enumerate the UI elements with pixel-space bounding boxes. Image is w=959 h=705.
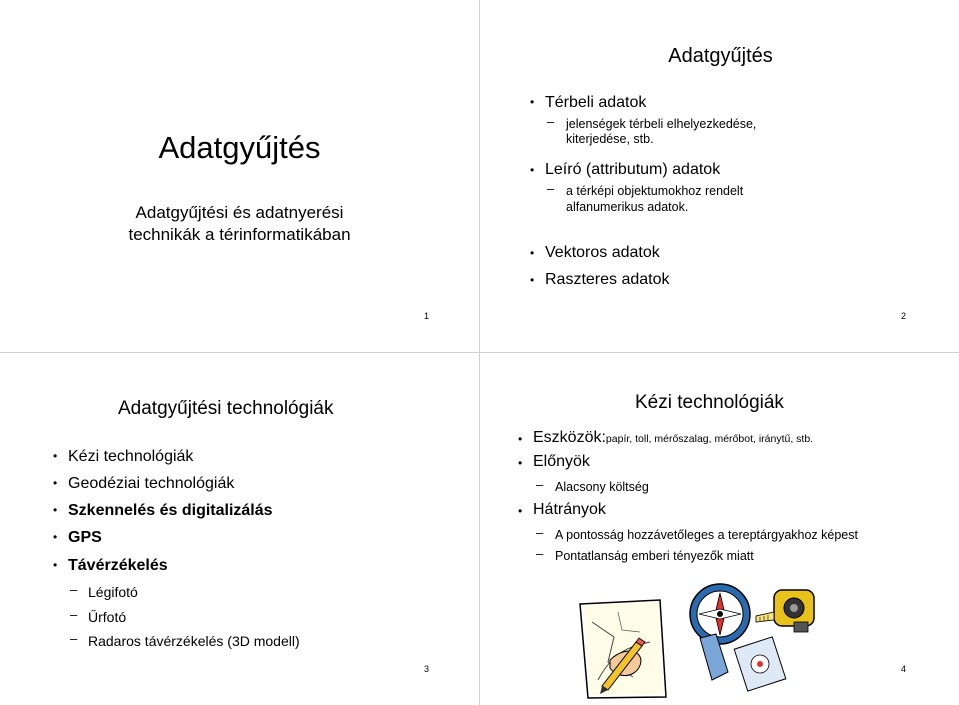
slide-4-item-2-sub: Alacsony költség	[555, 480, 649, 494]
dash-icon: –	[547, 181, 555, 196]
bullet-icon: •	[53, 476, 58, 490]
slide-3-item-4: GPS	[68, 529, 102, 546]
dash-icon: –	[70, 607, 78, 622]
slide-4-item-3: Hátrányok	[533, 501, 606, 518]
dash-icon: –	[536, 477, 544, 492]
slide-2-title-text: Adatgyűjtés	[668, 45, 773, 67]
slide-3-subitem-3: Radaros távérzékelés (3D modell)	[88, 633, 300, 649]
slide-3-item-5: Távérzékelés	[68, 557, 168, 574]
slide-3-title: Adatgyűjtési technológiák	[118, 398, 334, 419]
slide-4-item-1-rest: papír, toll, mérőszalag, mérőbot, iránytű, stb.	[605, 433, 814, 445]
slide-2-item-1-sub-line2: kiterjedése, stb.	[566, 132, 654, 146]
paper-icon	[580, 600, 666, 698]
field-tools-clipart	[578, 582, 820, 700]
page-number-2: 2	[901, 311, 907, 321]
slide-4-item-1-label: Eszközök:	[533, 429, 606, 446]
dash-icon: –	[70, 631, 78, 646]
bullet-icon: •	[530, 95, 535, 109]
slide-2-item-1: Térbeli adatok	[545, 94, 647, 111]
slide-2-item-2-sub-line1: a térképi objektumokhoz rendelt	[566, 184, 744, 198]
slide-4-item-1	[533, 429, 813, 447]
dash-icon: –	[70, 582, 78, 597]
slide-2-title	[480, 45, 959, 68]
slide-4-item-2: Előnyök	[533, 453, 590, 470]
dash-icon: –	[536, 546, 544, 561]
bullet-icon: •	[518, 432, 523, 446]
slide-2-item-2: Leíró (attributum) adatok	[545, 161, 721, 178]
bullet-icon: •	[530, 273, 535, 287]
bullet-icon: •	[53, 558, 58, 572]
slide-1-subtitle-line2: technikák a térinformatikában	[128, 225, 351, 244]
slide-2-item-2-sub-line2: alfanumerikus adatok.	[566, 200, 689, 214]
slide-1-title: Adatgyűjtés	[158, 130, 321, 165]
slide-3-item-3: Szkennelés és digitalizálás	[68, 502, 273, 519]
bullet-icon: •	[53, 449, 58, 463]
bullet-icon: •	[518, 504, 523, 518]
dash-icon: –	[536, 525, 544, 540]
slide-3-item-2: Geodéziai technológiák	[68, 475, 235, 492]
slide-2-item-1-sub-line1: jelenségek térbeli elhelyezkedése,	[566, 117, 757, 131]
slide-3-subitem-2: Űrfotó	[88, 609, 127, 625]
slide-2-item-3: Vektoros adatok	[545, 244, 660, 261]
slide-4-item-3-sub-2: Pontatlanság emberi tényezők miatt	[555, 549, 754, 563]
bullet-icon: •	[530, 246, 535, 260]
page-number-1: 1	[424, 311, 430, 321]
slide-3-subitem-1: Légifotó	[88, 584, 138, 600]
slide-4-title: Kézi technológiák	[635, 392, 784, 413]
tape-measure-icon	[756, 590, 814, 632]
bullet-icon: •	[53, 503, 58, 517]
slide-4-item-3-sub-1: A pontosság hozzávetőleges a tereptárgyakhoz képest	[555, 528, 858, 542]
bullet-icon: •	[53, 530, 58, 544]
slide-2-item-4: Raszteres adatok	[545, 271, 670, 288]
slide-2	[480, 0, 959, 352]
protractor-icon	[734, 637, 786, 691]
slide-1	[0, 0, 479, 352]
slide-3-item-1: Kézi technológiák	[68, 448, 194, 465]
page-number-3: 3	[424, 664, 430, 674]
slide-3	[0, 353, 479, 705]
bullet-icon: •	[530, 163, 535, 177]
page-number-4: 4	[901, 664, 907, 674]
slide-1-subtitle-line1: Adatgyűjtési és adatnyerési	[135, 203, 344, 222]
dash-icon: –	[547, 114, 555, 129]
slide-4	[480, 353, 959, 705]
bullet-icon: •	[518, 456, 523, 470]
